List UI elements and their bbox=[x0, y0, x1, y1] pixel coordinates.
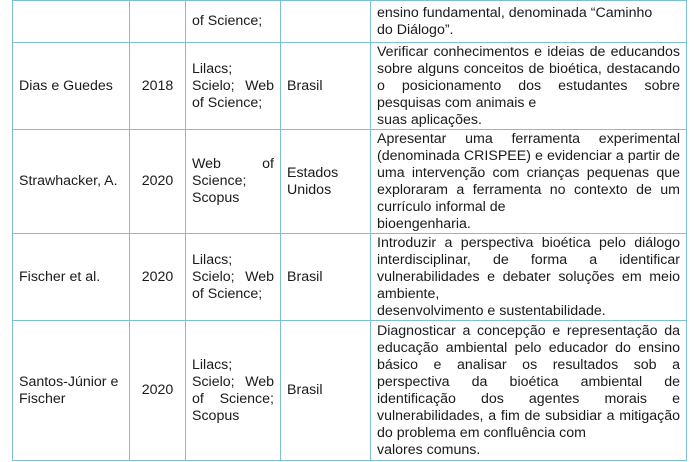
database-line: Scielo; Web bbox=[192, 268, 274, 285]
database-line: Scielo; Web bbox=[192, 77, 274, 94]
database-line: of Science; bbox=[192, 13, 263, 29]
database-line: of Science; bbox=[192, 285, 263, 302]
objective-text-end: bioengenharia. bbox=[377, 215, 471, 232]
database-line: Scopus bbox=[192, 190, 240, 206]
objective-cell bbox=[371, 234, 687, 321]
year-cell: 2020 bbox=[130, 130, 186, 234]
database-cell bbox=[186, 130, 281, 234]
author-cell bbox=[13, 1, 130, 43]
objective-cell bbox=[371, 1, 687, 43]
database-cell bbox=[186, 234, 281, 321]
objective-cell bbox=[371, 43, 687, 130]
author-cell: Dias e Guedes bbox=[13, 43, 130, 130]
database-line: Science; bbox=[192, 173, 247, 189]
year-cell: 2020 bbox=[130, 321, 186, 461]
table-row bbox=[13, 130, 687, 234]
country-cell: Brasil bbox=[281, 43, 371, 130]
country-cell: Brasil bbox=[281, 321, 371, 461]
objective-text: Verificar conhecimentos e ideias de educandos sobre alguns conceitos de bioética, destacando o posicionamento dos estudantes sobre pesquisas com animais e bbox=[377, 43, 680, 111]
database-cell bbox=[186, 321, 281, 461]
objective-cell bbox=[371, 130, 687, 234]
year-cell: 2020 bbox=[130, 234, 186, 321]
database-line: Lilacs; bbox=[192, 251, 233, 268]
objective-text: Introduzir a perspectiva bioética pelo diálogo interdisciplinar, de forma a identificar vulnerabilidades e debater soluções em meio ambiente, bbox=[377, 234, 680, 302]
database-line: Scielo; Web bbox=[192, 373, 274, 390]
objective-text-end: do Diálogo”. bbox=[377, 21, 454, 38]
objective-text-end: desenvolvimento e sustentabilidade. bbox=[377, 302, 606, 319]
literature-review-table bbox=[12, 0, 687, 461]
database-line: Lilacs; bbox=[192, 60, 233, 77]
objective-text-end: valores comuns. bbox=[377, 441, 481, 458]
database-line: of Science; bbox=[192, 390, 274, 407]
database-line: Lilacs; bbox=[192, 356, 233, 373]
objective-cell bbox=[371, 321, 687, 461]
database-line: of Science; bbox=[192, 94, 263, 111]
database-line: Web of bbox=[192, 156, 274, 172]
year-cell bbox=[130, 1, 186, 43]
table-row bbox=[13, 1, 687, 43]
author-cell: Santos-Júnior e Fischer bbox=[13, 321, 130, 461]
objective-text: Apresentar uma ferramenta experimental (denominada CRISPEE) e evidenciar a partir de uma intervenção com crianças pequenas que exploraram a ferramenta no contexto de um currículo informal de bbox=[377, 130, 680, 215]
country-cell: Estados Unidos bbox=[281, 130, 371, 234]
database-cell bbox=[186, 1, 281, 43]
year-cell: 2018 bbox=[130, 43, 186, 130]
table-row bbox=[13, 234, 687, 321]
country-cell: Brasil bbox=[281, 234, 371, 321]
author-cell: Fischer et al. bbox=[13, 234, 130, 321]
country-cell bbox=[281, 1, 371, 43]
objective-text-end: suas aplicações. bbox=[377, 111, 482, 128]
table-row bbox=[13, 321, 687, 461]
database-line: Scopus bbox=[192, 407, 240, 424]
objective-text: Diagnosticar a concepção e representação da educação ambiental pelo educador do ensino básico e analisar os resultados sob a perspectiva da bioética ambiental de identificação dos agentes morais e vulnerabilidades, a fim de subsidiar a mitigação do problema em confluência com bbox=[377, 322, 680, 441]
database-cell bbox=[186, 43, 281, 130]
author-cell: Strawhacker, A. bbox=[13, 130, 130, 234]
objective-text: ensino fundamental, denominada “Caminho bbox=[377, 4, 653, 21]
table-row bbox=[13, 43, 687, 130]
